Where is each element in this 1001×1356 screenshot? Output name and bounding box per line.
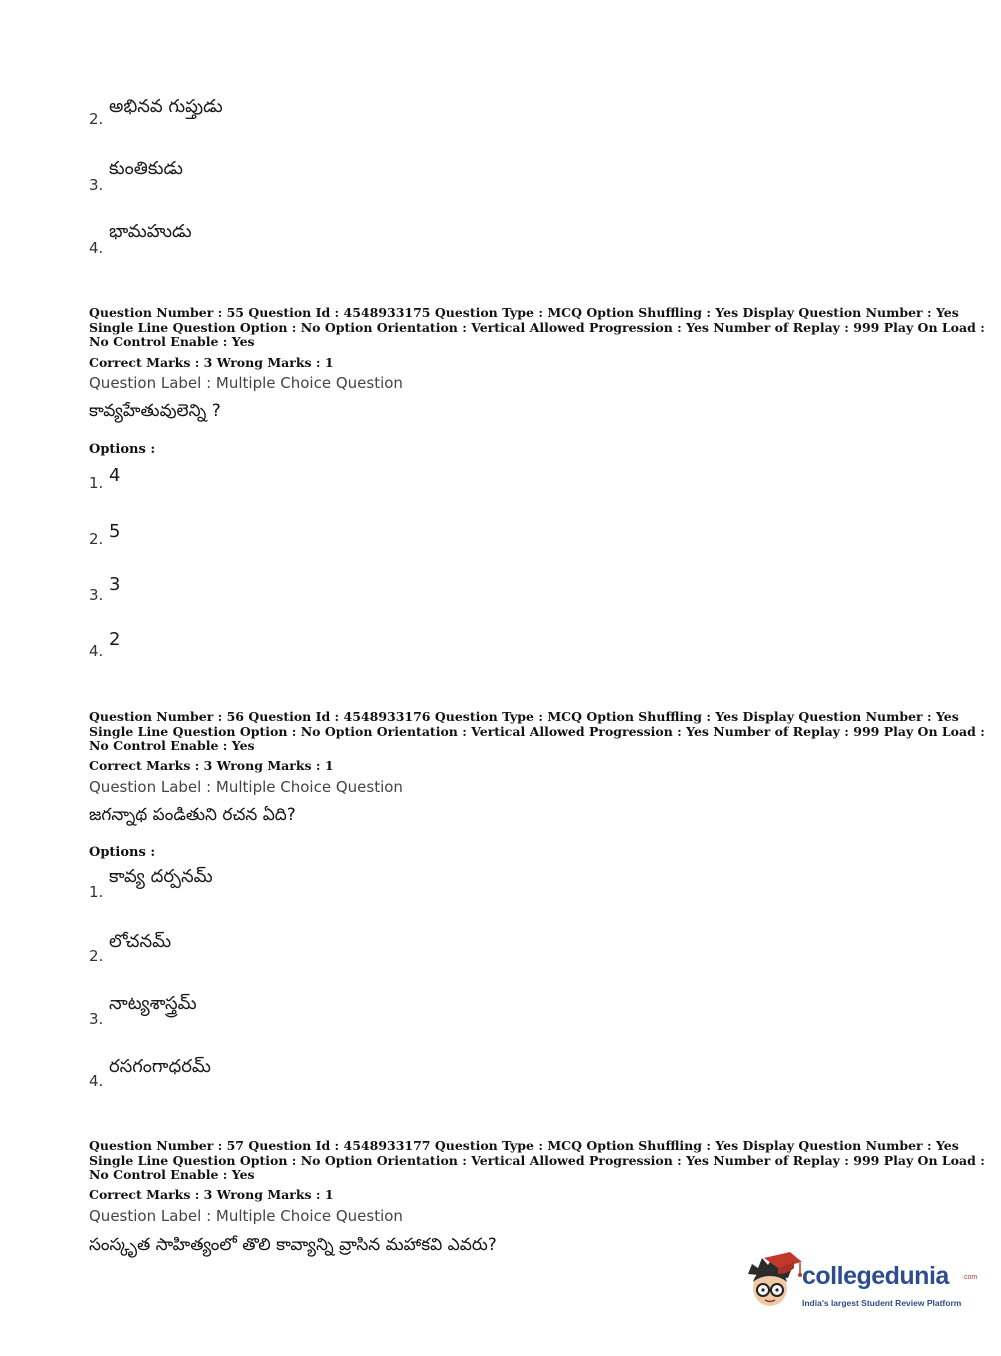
question-56-label: Question Label : Multiple Choice Question xyxy=(89,778,403,796)
question-55-marks: Correct Marks : 3 Wrong Marks : 1 xyxy=(89,355,334,370)
option-text: అభినవ గుప్తుడు xyxy=(109,96,223,117)
brand-tagline: India's largest Student Review Platform xyxy=(802,1298,962,1308)
option-number: 2. xyxy=(89,530,104,548)
question-56-meta xyxy=(89,709,985,754)
question-55-options-header: Options : xyxy=(89,442,156,457)
question-57-marks: Correct Marks : 3 Wrong Marks : 1 xyxy=(89,1187,334,1202)
question-55-meta xyxy=(89,305,985,350)
option-text: కుంతికుడు xyxy=(109,158,183,179)
meta-line: Question Number : 56 Question Id : 4548933176 Question Type : MCQ Option Shuffling : Yes Display Question Number : Yes xyxy=(89,709,959,724)
option-text: 3 xyxy=(109,574,121,595)
option-text: లోచనమ్ xyxy=(109,931,172,952)
brand-domain-suffix: .com xyxy=(962,1274,978,1281)
question-56-options-header: Options : xyxy=(89,845,156,860)
meta-line: Single Line Question Option : No Option Orientation : Vertical Allowed Progression : Yes Number of Replay : 999 Play On Load : xyxy=(89,319,985,335)
option-number: 3. xyxy=(89,176,104,194)
question-57-meta xyxy=(89,1138,985,1183)
collegedunia-logo[interactable] xyxy=(742,1252,978,1312)
question-57-text: సంస్కృత సాహిత్యంలో తొలి కావ్యాన్ని వ్రాసిన మహాకవి ఎవరు? xyxy=(89,1235,497,1255)
option-number: 4. xyxy=(89,642,104,660)
option-number: 3. xyxy=(89,1010,104,1028)
option-number: 1. xyxy=(89,883,104,901)
meta-line: Question Number : 55 Question Id : 4548933175 Question Type : MCQ Option Shuffling : Yes Display Question Number : Yes xyxy=(89,305,959,320)
option-number: 4. xyxy=(89,1072,104,1090)
option-text: 5 xyxy=(109,521,121,542)
question-56-text: జగన్నాథ పండితుని రచన ఏది? xyxy=(89,805,296,825)
option-number: 3. xyxy=(89,586,104,604)
mascot-icon xyxy=(742,1252,804,1312)
option-text: రసగంగాధరమ్ xyxy=(109,1056,211,1077)
option-text: నాట్యశాస్త్రమ్ xyxy=(109,993,197,1014)
meta-line: Single Line Question Option : No Option Orientation : Vertical Allowed Progression : Yes Number of Replay : 999 Play On Load : xyxy=(89,1152,985,1168)
question-57-label: Question Label : Multiple Choice Question xyxy=(89,1207,403,1225)
option-text: 4 xyxy=(109,465,121,486)
question-55-text: కావ్యహేతువులెన్ని ? xyxy=(89,401,221,421)
option-number: 1. xyxy=(89,474,104,492)
option-number: 4. xyxy=(89,239,104,257)
option-text: భామహుడు xyxy=(109,221,192,242)
meta-line: No Control Enable : Yes xyxy=(89,334,255,350)
option-number: 2. xyxy=(89,110,104,128)
meta-line: No Control Enable : Yes xyxy=(89,738,255,754)
question-56-marks: Correct Marks : 3 Wrong Marks : 1 xyxy=(89,758,334,773)
brand-name: collegedunia xyxy=(802,1262,949,1290)
option-number: 2. xyxy=(89,947,104,965)
option-text: 2 xyxy=(109,629,121,650)
option-text: కావ్య దర్పనమ్ xyxy=(109,866,213,887)
meta-line: No Control Enable : Yes xyxy=(89,1167,255,1183)
question-55-label: Question Label : Multiple Choice Question xyxy=(89,374,403,392)
meta-line: Single Line Question Option : No Option Orientation : Vertical Allowed Progression : Yes Number of Replay : 999 Play On Load : xyxy=(89,723,985,739)
meta-line: Question Number : 57 Question Id : 4548933177 Question Type : MCQ Option Shuffling : Yes Display Question Number : Yes xyxy=(89,1138,959,1153)
